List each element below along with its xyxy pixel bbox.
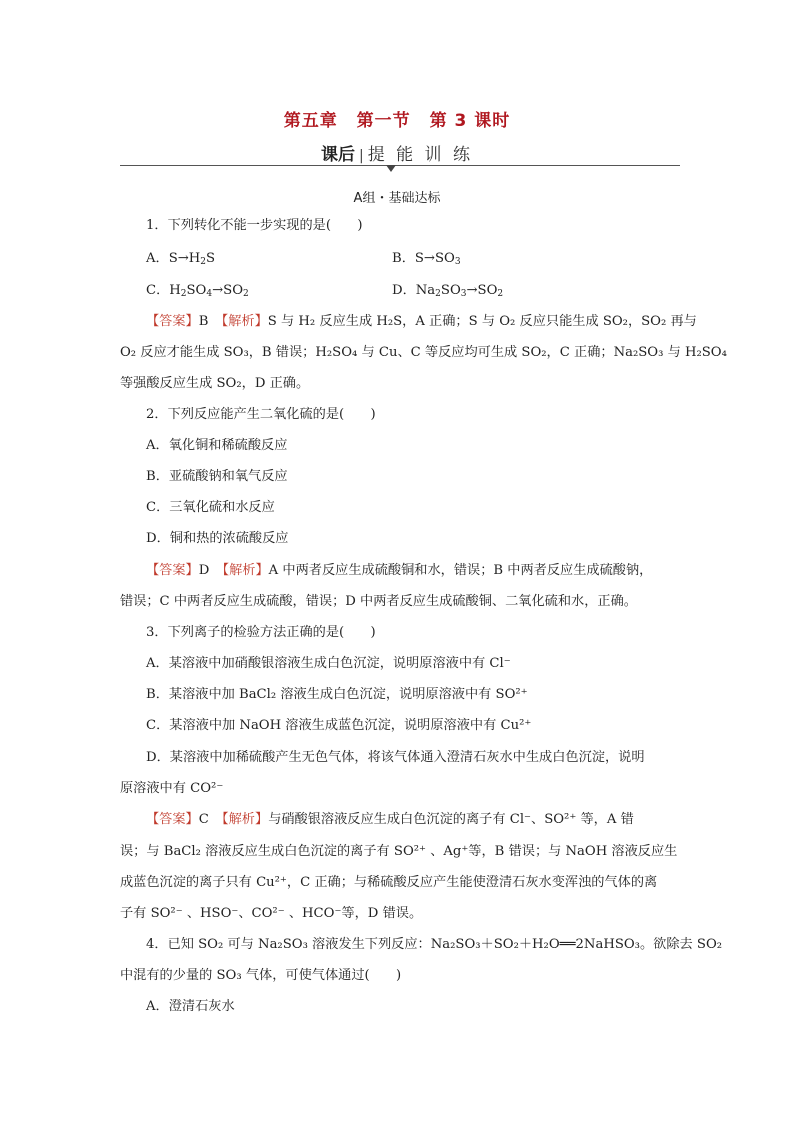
lesson-label: 第 3 课时 xyxy=(429,111,511,131)
q3-explanation-line1: 【答案】C 【解析】与硝酸银溶液反应生成白色沉淀的离子有 Cl⁻、SO²⁺ 等，A 错 xyxy=(146,812,634,827)
divider-line xyxy=(120,165,680,166)
q2-option-b: B．亚硫酸钠和氧气反应 xyxy=(146,469,288,484)
divider-arrow-icon xyxy=(386,165,396,172)
q2-option-a: A．氧化铜和稀硫酸反应 xyxy=(146,438,288,453)
q4-stem-line2: 中混有的少量的 SO₃ 气体，可使气体通过( ) xyxy=(120,968,402,983)
answer-tag: 【答案】 xyxy=(146,314,199,329)
q2-option-c: C．三氧化硫和水反应 xyxy=(146,500,275,515)
q3-option-c: C．某溶液中加 NaOH 溶液生成蓝色沉淀，说明原溶液中有 Cu²⁺ xyxy=(146,718,532,733)
subhead-title: 提 能 训 练 xyxy=(367,145,473,165)
chapter-label: 第五章 xyxy=(283,111,338,131)
q1-explanation-line1: 【答案】B 【解析】S 与 H₂ 反应生成 H₂S，A 正确；S 与 O₂ 反应只能生成 SO₂，SO₂ 再与 xyxy=(146,314,697,329)
section-label: 第一节 xyxy=(356,111,411,131)
q3-explanation-line4: 子有 SO²⁻ 、HSO⁻、CO²⁻ 、HCO⁻等，D 错误。 xyxy=(120,906,423,921)
q2-option-d: D．铜和热的浓硫酸反应 xyxy=(146,531,289,546)
q1-stem: 1．下列转化不能一步实现的是( ) xyxy=(146,218,363,233)
q3-option-d-line1: D．某溶液中加稀硫酸产生无色气体，将该气体通入澄清石灰水中生成白色沉淀，说明 xyxy=(146,750,645,765)
q1-option-c: C．$H_2SO_4\to SO_2$ xyxy=(146,283,249,299)
subhead-separator: | xyxy=(359,148,364,164)
page-title xyxy=(0,106,794,131)
q4-stem-line1: 4．已知 SO₂ 可与 Na₂SO₃ 溶液发生下列反应：Na₂SO₃＋SO₂＋H₂O══2NaHSO₃。欲除去 SO₂ xyxy=(146,937,723,952)
q1-option-d: D．$Na_2SO_3\to SO_2$ xyxy=(392,283,504,299)
q3-option-a: A．某溶液中加硝酸银溶液生成白色沉淀，说明原溶液中有 Cl⁻ xyxy=(146,656,511,671)
q3-option-d-line2: 原溶液中有 CO²⁻ xyxy=(120,781,224,796)
q3-explanation-line2: 误；与 BaCl₂ 溶液反应生成白色沉淀的离子有 SO²⁺ 、Ag⁺等，B 错误；与 NaOH 溶液反应生 xyxy=(120,844,678,859)
q2-explanation-line2: 错误；C 中两者反应生成硫酸，错误；D 中两者反应生成硫酸铜、二氧化硫和水，正确。 xyxy=(120,594,637,609)
subhead-main: 课后 xyxy=(321,145,356,165)
q1-option-a: A．$S\to H_2S$ xyxy=(146,251,216,267)
subheading xyxy=(0,140,794,165)
q1-explanation-line3: 等强酸反应生成 SO₂，D 正确。 xyxy=(120,376,310,391)
q1-option-b: B．$S\to SO_3$ xyxy=(392,251,461,267)
q3-explanation-line3: 成蓝色沉淀的离子只有 Cu²⁺，C 正确；与稀硫酸反应产生能使澄清石灰水变浑浊的气体的离 xyxy=(120,875,658,890)
q3-option-b: B．某溶液中加 BaCl₂ 溶液生成白色沉淀，说明原溶液中有 SO²⁺ xyxy=(146,687,528,702)
analysis-tag: 【解析】 xyxy=(221,314,268,329)
q3-stem: 3．下列离子的检验方法正确的是( ) xyxy=(146,625,376,640)
q4-option-a: A．澄清石灰水 xyxy=(146,999,235,1014)
q1-explanation-line2: O₂ 反应才能生成 SO₃，B 错误；H₂SO₄ 与 Cu、C 等反应均可生成 SO₂，C 正确；Na₂SO₃ 与 H₂SO₄ xyxy=(120,345,727,360)
q2-stem: 2．下列反应能产生二氧化硫的是( ) xyxy=(146,407,376,422)
group-label: A组・基础达标 xyxy=(353,191,441,206)
q2-explanation-line1: 【答案】D 【解析】A 中两者反应生成硫酸铜和水，错误；B 中两者反应生成硫酸钠， xyxy=(146,563,653,578)
